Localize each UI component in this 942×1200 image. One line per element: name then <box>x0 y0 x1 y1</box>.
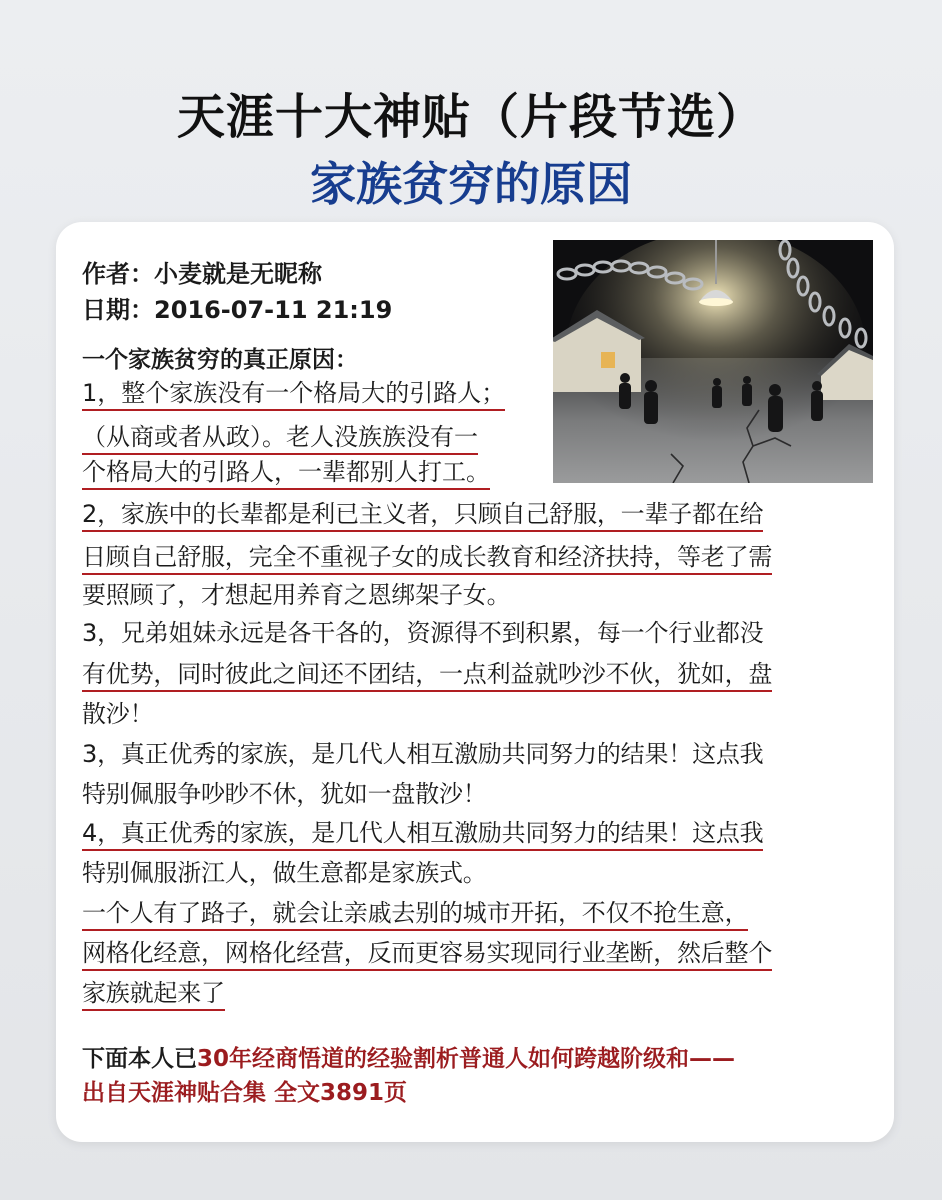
text-line-2 <box>82 420 478 454</box>
page-title: 天涯十大神贴（片段节选） <box>176 89 765 145</box>
text-line-12 <box>82 816 882 850</box>
underlined-text: （从商或者从政）。老人没族族没有一 <box>82 423 478 455</box>
underlined-text: 日顾自己舒服，完全不重视子女的成长教育和经济扶持，等老了需 <box>82 543 772 575</box>
underlined-text: 个格局大的引路人，一辈都别人打工。 <box>82 458 490 490</box>
text-line-11: 特别佩服争吵眇不休，犹如一盘散沙！ <box>82 780 487 808</box>
footer-line-1 <box>82 1040 735 1073</box>
underlined-text: 有优势，同时彼此之间还不团结，一点利益就吵沙不伙，犹如，盘 <box>82 660 772 692</box>
text-line-5 <box>82 540 882 574</box>
footer-line-2: 出自天涯神贴合集 全文3891页 <box>82 1080 408 1106</box>
text-line-9: 散沙！ <box>82 700 154 728</box>
underlined-text: 网格化经意，网格化经营，反而更容易实现同行业垄断，然后整个 <box>82 939 772 971</box>
text-line-7: 3，兄弟姐妹永远是各干各的，资源得不到积累，每一个行业都没 <box>82 619 764 647</box>
underlined-text: 一个人有了路子，就会让亲戚去别的城市开拓，不仅不抢生意， <box>82 899 748 931</box>
underlined-text: 2，家族中的长辈都是利已主义者，只顾自己舒服，一辈子都在给 <box>82 500 763 532</box>
underlined-text: 4，真正优秀的家族，是几代人相互激励共同努力的结果！这点我 <box>82 819 763 851</box>
underlined-text: 家族就起来了 <box>82 979 225 1011</box>
text-line-3 <box>82 455 490 489</box>
text-line-13: 特别佩服浙江人，做生意都是家族式。 <box>82 859 487 887</box>
footer-lead: 下面本人已 <box>82 1046 197 1072</box>
text-line-16 <box>82 976 882 1010</box>
text-line-8 <box>82 657 882 691</box>
footer-highlight: 30年经商悟道的经验割析普通人如何跨越阶级和—— <box>197 1046 736 1072</box>
intro-heading: 一个家族贫穷的真正原因： <box>82 347 358 373</box>
text-line-4 <box>82 497 882 531</box>
text-line-15 <box>82 936 882 970</box>
page-subtitle: 家族贫穷的原因 <box>310 157 632 211</box>
text-line-1 <box>82 376 505 410</box>
text-line-6: 要照顾了，才想起用养育之恩绑架子女。 <box>82 581 511 609</box>
author-line: 作者：小麦就是无昵称 <box>82 260 322 288</box>
text-line-10: 3，真正优秀的家族，是几代人相互激励共同努力的结果！这点我 <box>82 740 764 768</box>
text-line-14 <box>82 896 882 930</box>
illustration-image <box>553 240 873 483</box>
underlined-text: 1，整个家族没有一个格局大的引路人； <box>82 379 505 411</box>
date-line: 日期：2016-07-11 21:19 <box>82 296 393 324</box>
